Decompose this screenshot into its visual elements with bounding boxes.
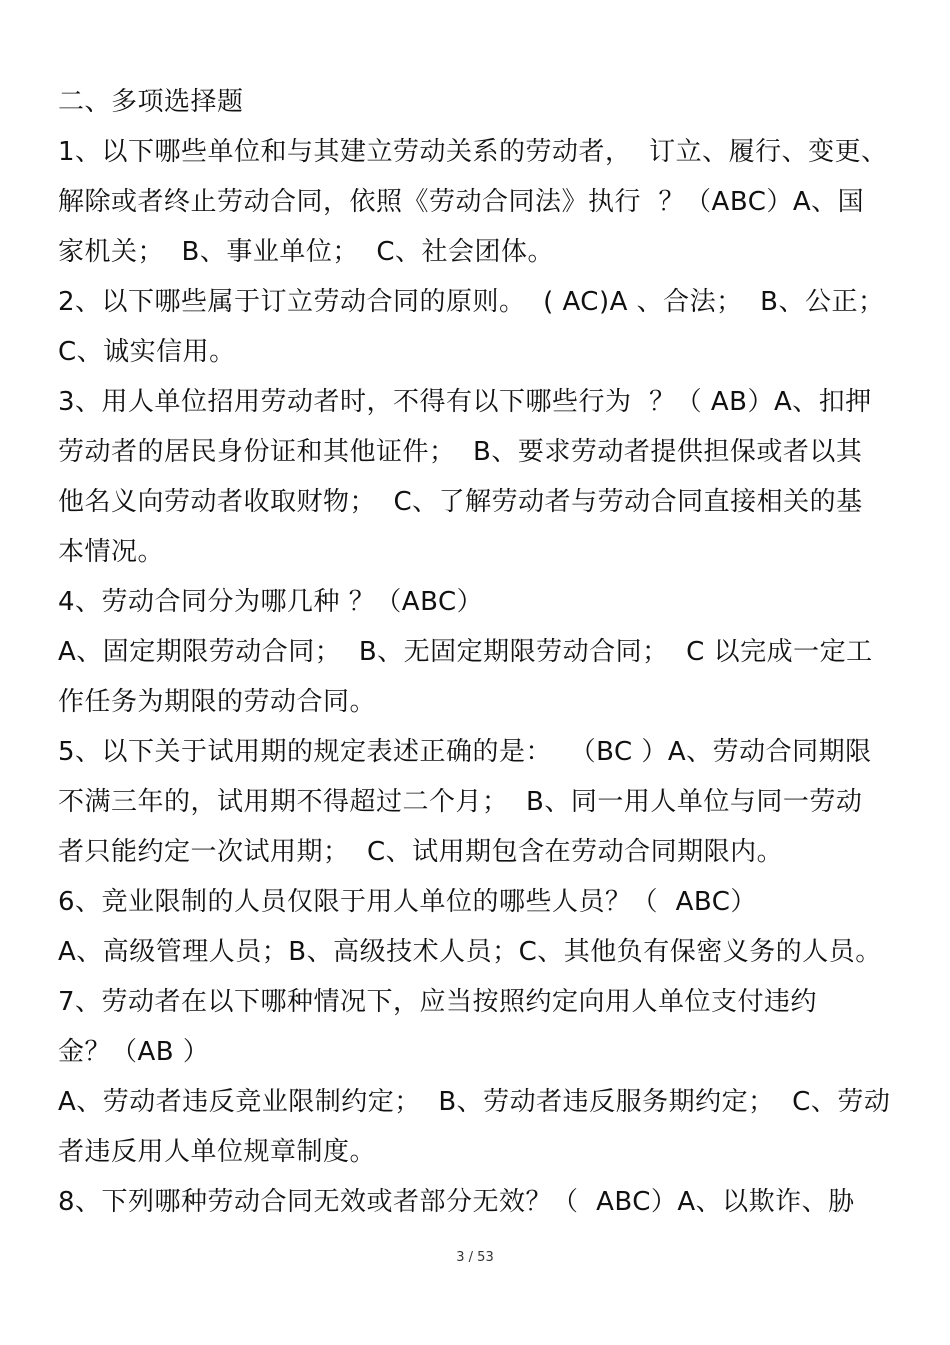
text-line: A、固定期限劳动合同； B、无固定期限劳动合同； C 以完成一定工 [58, 637, 873, 667]
text-line: 1、以下哪些单位和与其建立劳动关系的劳动者， 订立、履行、变更、 [58, 137, 888, 167]
text-line: 不满三年的，试用期不得超过二个月； B、同一用人单位与同一劳动 [58, 787, 863, 817]
text-line: 金？（AB ） [58, 1037, 210, 1067]
text-line: 4、劳动合同分为哪几种 ？（ABC） [58, 587, 484, 617]
text-line: 5、以下关于试用期的规定表述正确的是： （BC ）A、劳动合同期限 [58, 737, 872, 767]
text-line: A、劳动者违反竞业限制约定； B、劳动者违反服务期约定； C、劳动 [58, 1087, 891, 1117]
text-line: 作任务为期限的劳动合同。 [58, 687, 377, 717]
text-line: 者只能约定一次试用期； C、试用期包含在劳动合同期限内。 [58, 837, 784, 867]
text-line: 8、下列哪种劳动合同无效或者部分无效？（ ABC）A、以欺诈、胁 [58, 1187, 855, 1217]
text-line: 者违反用人单位规章制度。 [58, 1137, 377, 1167]
text-line: 3、用人单位招用劳动者时，不得有以下哪些行为 ？（ AB）A、扣押 [58, 387, 872, 417]
text-line: 7、劳动者在以下哪种情况下，应当按照约定向用人单位支付违约 [58, 987, 818, 1017]
text-line: 劳动者的居民身份证和其他证件； B、要求劳动者提供担保或者以其 [58, 437, 863, 467]
section-title: 二、多项选择题 [58, 87, 244, 117]
text-line: A、高级管理人员；B、高级技术人员；C、其他负有保密义务的人员。 [58, 937, 882, 967]
page-number: 3 / 53 [456, 1250, 494, 1265]
text-line: 6、竞业限制的人员仅限于用人单位的哪些人员？（ ABC） [58, 887, 757, 917]
text-line: 2、以下哪些属于订立劳动合同的原则。 ( AC)A 、合法； B、公正； [58, 287, 885, 317]
text-line: 本情况。 [58, 537, 165, 567]
text-line: 他名义向劳动者收取财物； C、了解劳动者与劳动合同直接相关的基 [58, 487, 863, 517]
text-line: C、诚实信用。 [58, 337, 236, 367]
text-line: 家机关； B、事业单位； C、社会团体。 [58, 237, 555, 267]
text-line: 解除或者终止劳动合同，依照《劳动合同法》执行 ？（ABC）A、国 [58, 187, 865, 217]
